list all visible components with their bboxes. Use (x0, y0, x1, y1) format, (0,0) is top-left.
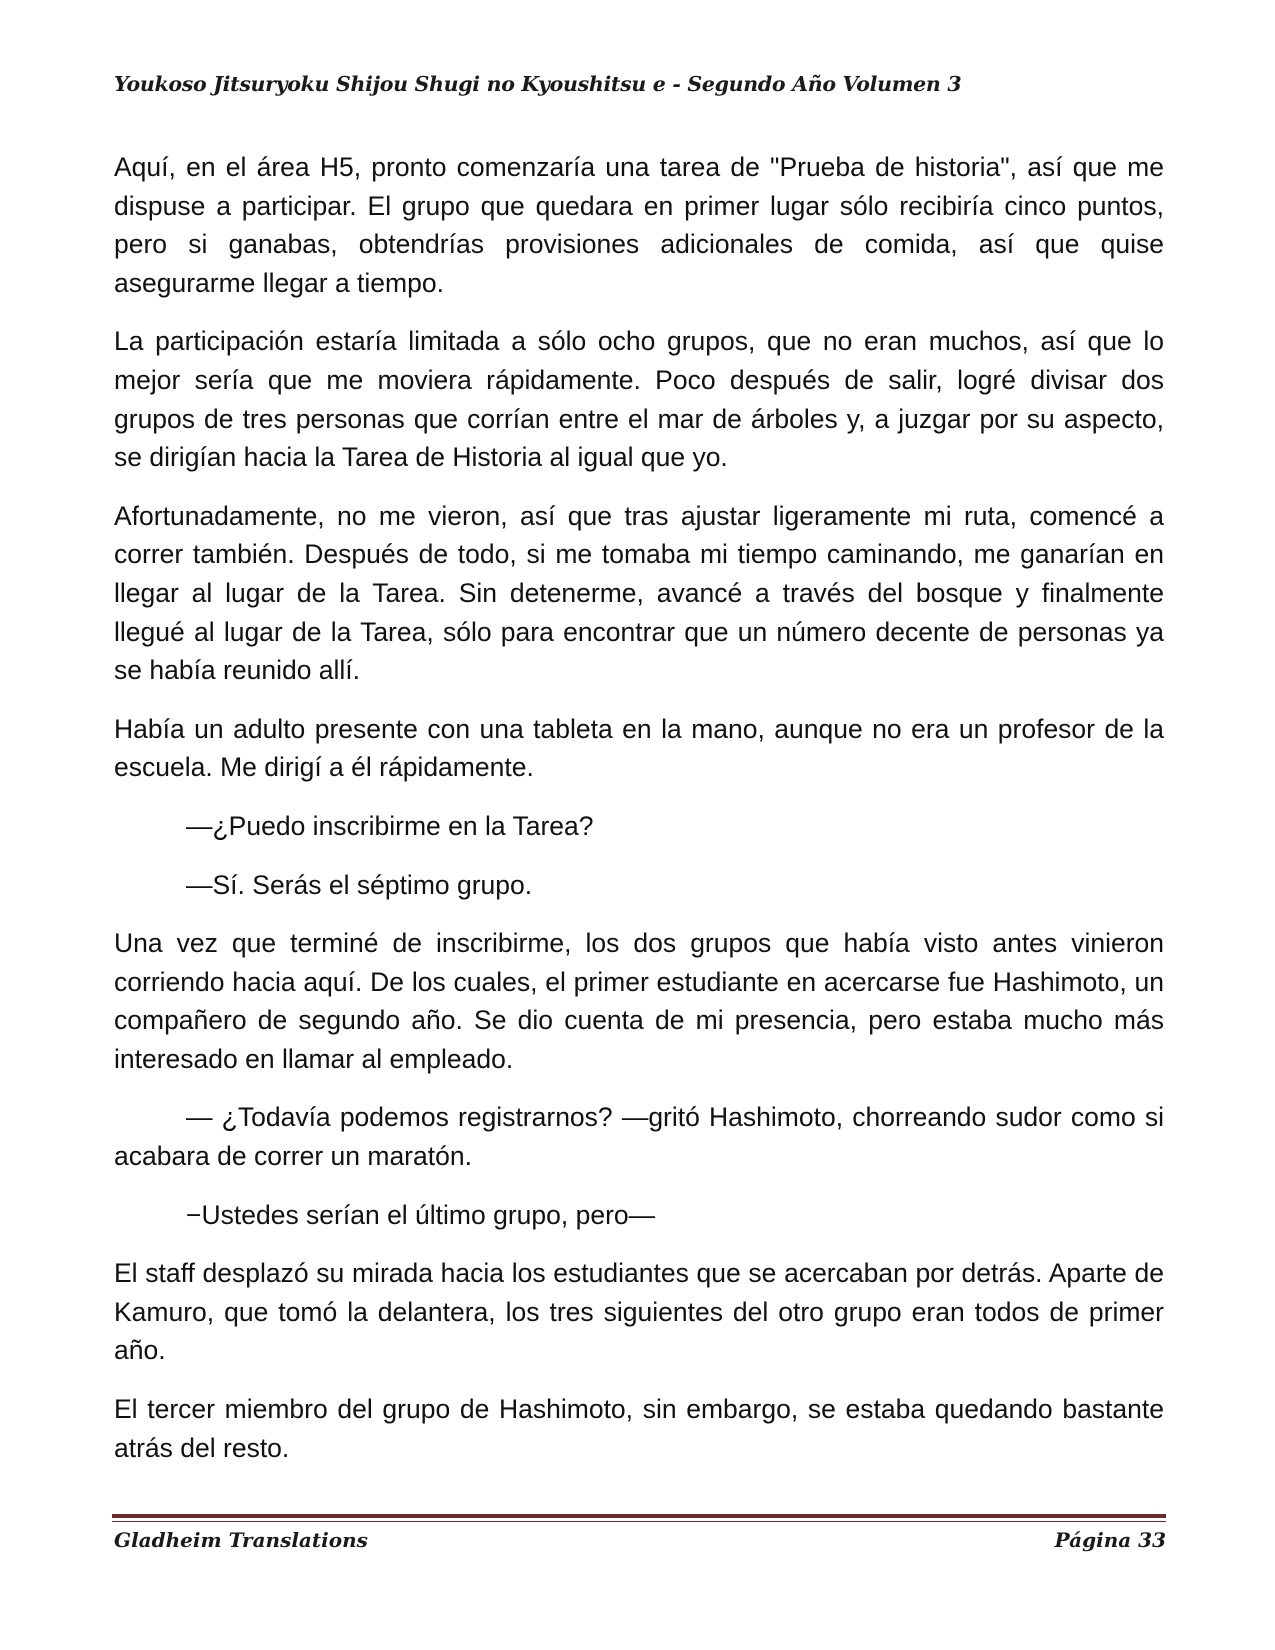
dialogue-line: —¿Puedo inscribirme en la Tarea? (186, 810, 594, 841)
footer-credit: Gladheim Translations (114, 1528, 368, 1552)
running-header: Youkoso Jitsuryoku Shijou Shugi no Kyoushitsu e - Segundo Año Volumen 3 (114, 72, 962, 96)
paragraph: Había un adulto presente con una tableta en la mano, aunque no era un profesor de la escuela. Me dirigí a él rápidamente. (114, 713, 1164, 783)
dialogue-line: −Ustedes serían el último grupo, pero— (186, 1199, 656, 1230)
page-number: Página 33 (1054, 1528, 1166, 1552)
paragraph: Afortunadamente, no me vieron, así que tras ajustar ligeramente mi ruta, comencé a correr también. Después de todo, si me tomaba mi tiempo caminando, me ganarían en llegar al lugar de la Tarea. Sin detenerme, avancé a través del bosque y finalmente llegué al lugar de la Tarea, sólo para encontrar que un número decente de personas ya se había reunido allí. (114, 500, 1164, 686)
paragraph: Aquí, en el área H5, pronto comenzaría una tarea de "Prueba de historia", así que me dispuse a participar. El grupo que quedara en primer lugar sólo recibiría cinco puntos, pero si ganabas, obtendrías provisiones adicionales de comida, así que quise asegurarme llegar a tiempo. (114, 152, 1164, 298)
footer-divider-thin (112, 1521, 1166, 1522)
page-body (114, 148, 1164, 1487)
paragraph: El tercer miembro del grupo de Hashimoto, sin embargo, se estaba quedando bastante atrás del resto. (114, 1394, 1164, 1463)
footer-divider (112, 1514, 1166, 1518)
dialogue-line: —Sí. Serás el séptimo grupo. (186, 869, 533, 900)
dialogue-line: — ¿Todavía podemos registrarnos? —gritó Hashimoto, chorreando sudor como si acabara de correr un maratón. (114, 1102, 1164, 1172)
paragraph: El staff desplazó su mirada hacia los estudiantes que se acercaban por detrás. Aparte de Kamuro, que tomó la delantera, los tres siguientes del otro grupo eran todos de primer año. (114, 1258, 1164, 1366)
paragraph: La participación estaría limitada a sólo ocho grupos, que no eran muchos, así que lo mejor sería que me moviera rápidamente. Poco después de salir, logré divisar dos grupos de tres personas que corrían entre el mar de árboles y, a juzgar por su aspecto, se dirigían hacia la Tarea de Historia al igual que yo. (114, 326, 1164, 473)
paragraph: Una vez que terminé de inscribirme, los dos grupos que había visto antes vinieron corriendo hacia aquí. De los cuales, el primer estudiante en acercarse fue Hashimoto, un compañero de segundo año. Se dio cuenta de mi presencia, pero estaba mucho más interesado en llamar al empleado. (114, 928, 1164, 1074)
